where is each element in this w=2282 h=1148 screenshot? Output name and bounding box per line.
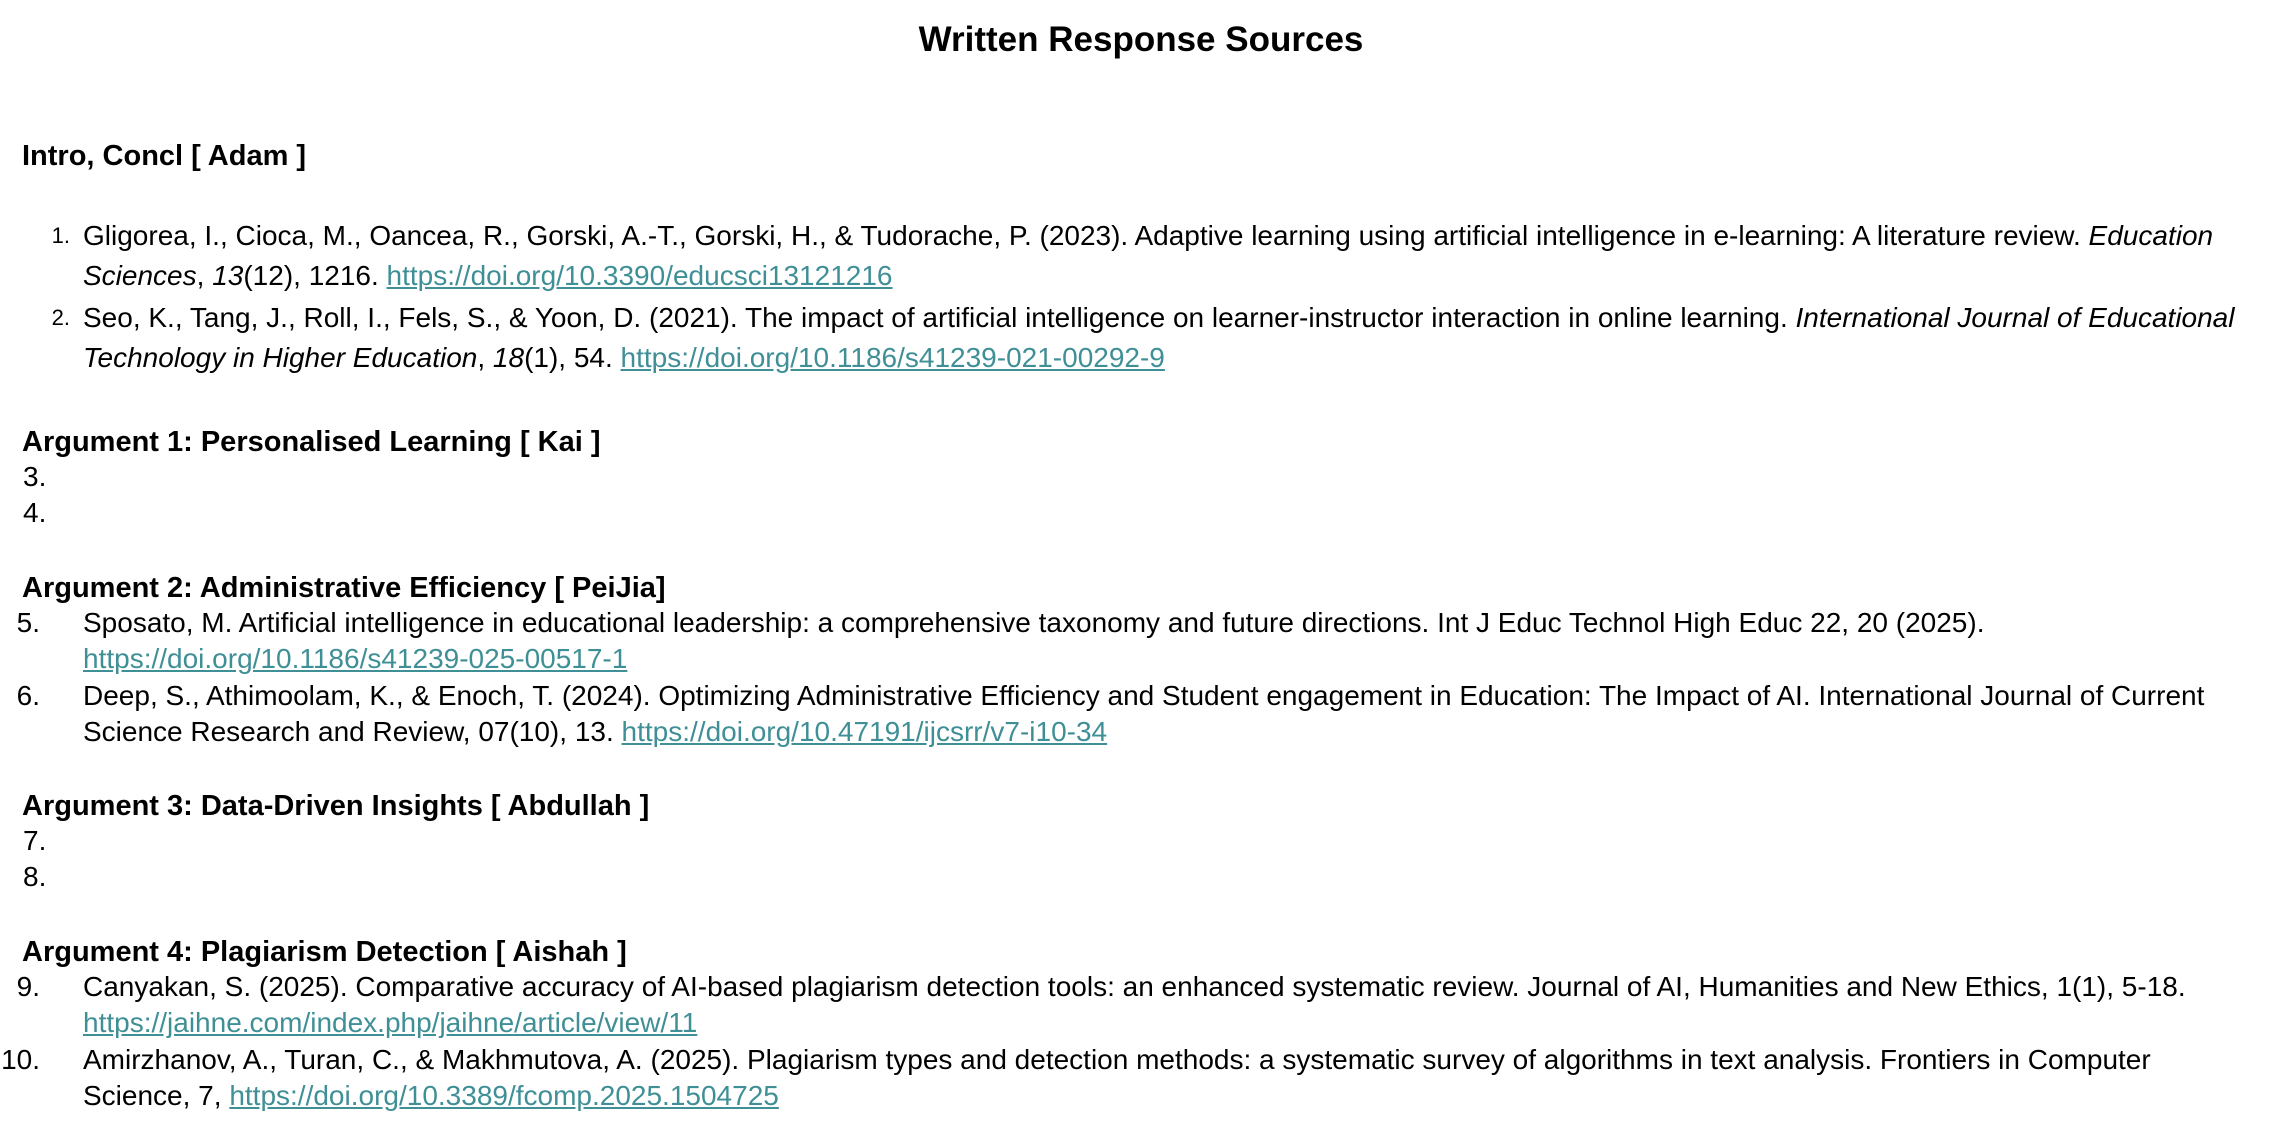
reference-number: 8. [23,861,47,892]
reference-number: 10. [1,1044,40,1075]
reference-number: 1. [51,223,70,248]
reference-text: Deep, S., Athimoolam, K., & Enoch, T. (2024). Optimizing Administrative Efficiency and Student engagement in Education: The Impact of AI. International Journal of Current Science Research and Review, 07(10), 13. [83,680,2205,747]
page-title: Written Response Sources [918,20,1364,59]
reference-item [51,298,2263,378]
reference-number: 3. [23,461,47,492]
doi-link[interactable]: https://doi.org/10.3389/fcomp.2025.1504725 [229,1080,779,1111]
doi-link[interactable]: https://doi.org/10.47191/ijcsrr/v7-i10-34 [621,716,1108,747]
doi-link[interactable]: https://doi.org/10.1186/s41239-021-00292-9 [620,342,1165,373]
reference-number: 9. [16,971,40,1002]
reference-text: Gligorea, I., Cioca, M., Oancea, R., Gorski, A.-T., Gorski, H., & Tudorache, P. (2023). Adaptive learning using artificial intelligence in e-learning: A literature review. [83,220,2089,251]
section-heading-argument-3: Argument 3: Data-Driven Insights [ Abdullah ] [22,790,650,822]
reference-text: Amirzhanov, A., Turan, C., & Makhmutova, A. (2025). Plagiarism types and detection methods: a systematic survey of algorithms in text analysis. Frontiers in Computer Science, 7, [83,1044,2151,1111]
reference-volume: 18 [492,342,525,373]
reference-number: 6. [16,680,40,711]
reference-number: 2. [51,305,70,330]
reference-item [16,969,2263,1041]
reference-journal: International Journal of Educational Technology in Higher Education [83,302,2235,373]
reference-volume: 13 [212,260,244,291]
reference-journal: Education Sciences [83,220,2214,291]
section-heading-intro: Intro, Concl [ Adam ] [22,140,307,172]
doi-link[interactable]: https://doi.org/10.1186/s41239-025-00517-1 [83,643,628,674]
reference-number: 5. [16,607,40,638]
reference-separator: , [477,342,493,373]
reference-issue: (12), 1216. [243,260,387,291]
reference-separator: , [196,260,213,291]
section-heading-argument-4: Argument 4: Plagiarism Detection [ Aishah ] [22,936,627,968]
reference-issue: (1), 54. [524,342,621,373]
article-link[interactable]: https://jaihne.com/index.php/jaihne/article/view/11 [83,1007,698,1038]
doi-link[interactable]: https://doi.org/10.3390/educsci13121216 [386,260,893,291]
reference-item [1,1042,2263,1114]
reference-text: Canyakan, S. (2025). Comparative accuracy of AI-based plagiarism detection tools: an enhanced systematic review. Journal of AI, Humanities and New Ethics, 1(1), 5-18. [83,971,2186,1002]
reference-item [51,216,2263,296]
reference-number: 4. [23,497,47,528]
reference-item [16,678,2263,750]
reference-item [16,605,2263,677]
section-heading-argument-2: Argument 2: Administrative Efficiency [ PeiJia] [22,572,666,604]
reference-number: 7. [23,825,47,856]
reference-text: Seo, K., Tang, J., Roll, I., Fels, S., & Yoon, D. (2021). The impact of artificial intelligence on learner-instructor interaction in online learning. [83,302,1796,333]
section-heading-argument-1: Argument 1: Personalised Learning [ Kai ] [22,426,601,458]
reference-text: Sposato, M. Artificial intelligence in educational leadership: a comprehensive taxonomy and future directions. Int J Educ Technol High Educ 22, 20 (2025). [83,607,1985,638]
